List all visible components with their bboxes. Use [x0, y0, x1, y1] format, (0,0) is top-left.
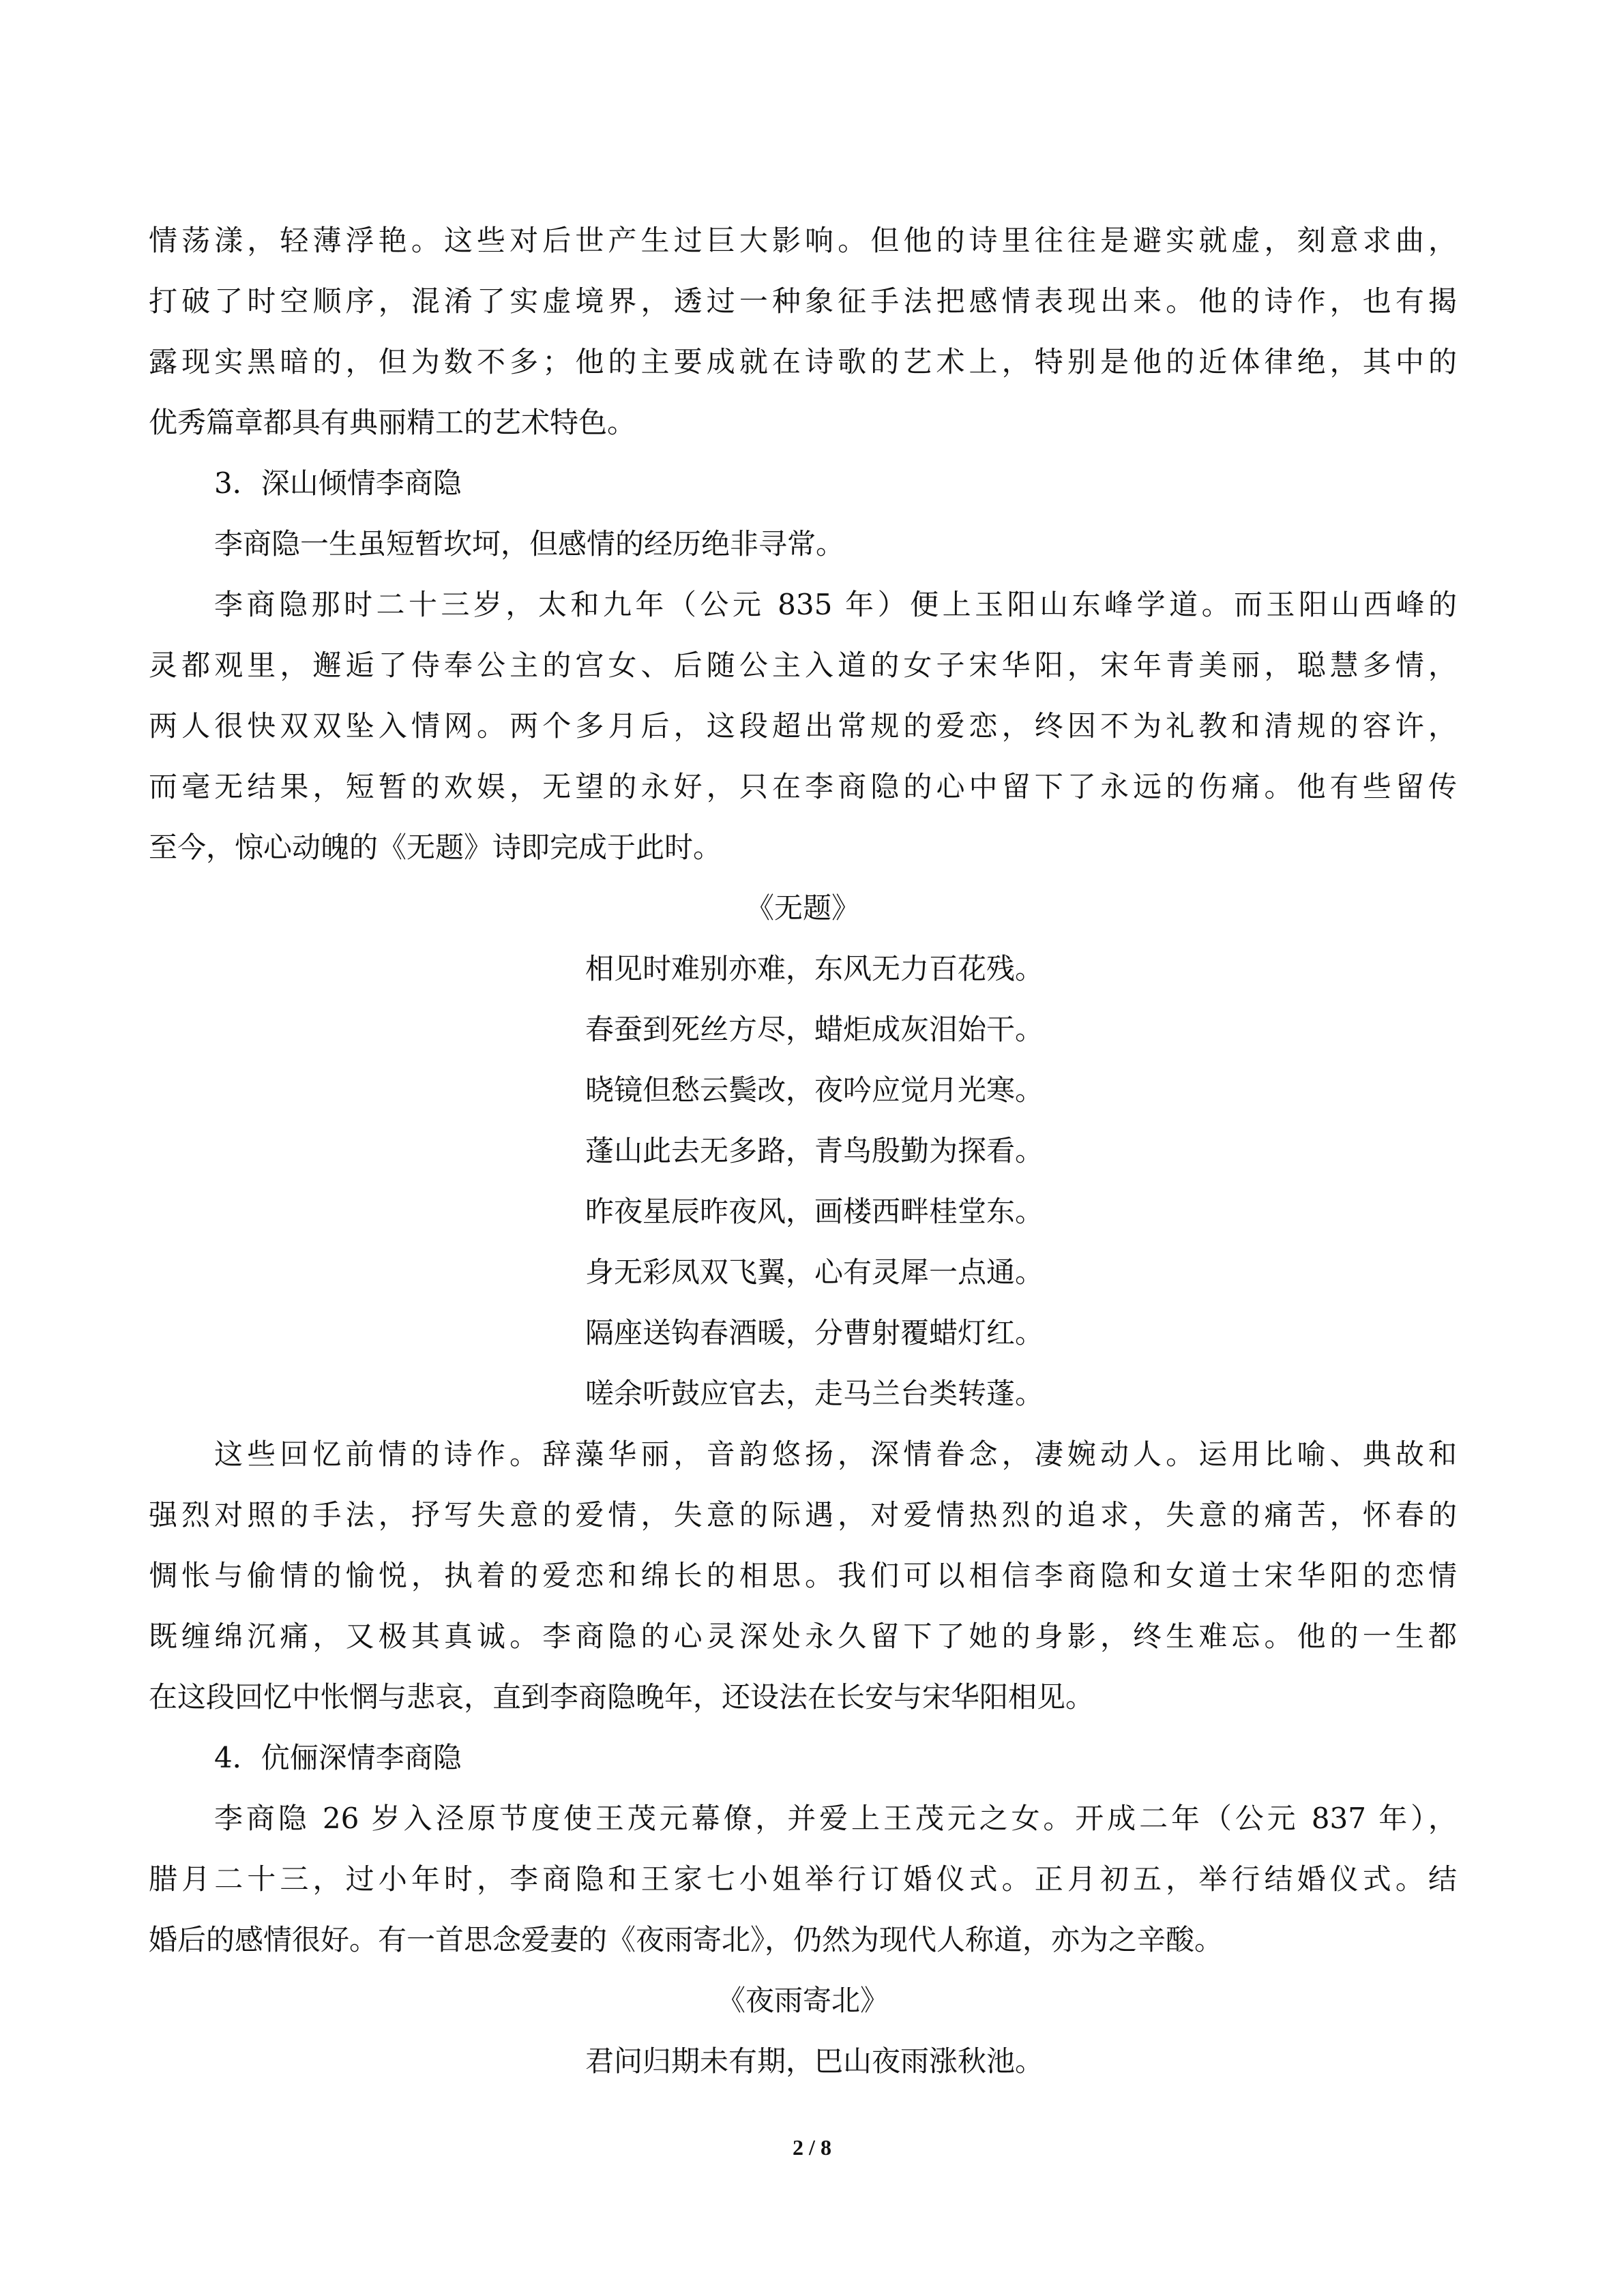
poem-yeyu-jibei: [149, 1970, 1457, 2091]
paragraph-intro: [149, 210, 1457, 453]
poem-line: 身无彩凤双飞翼，心有灵犀一点通。: [585, 1255, 1044, 1289]
text-line: 打破了时空顺序，混淆了实虚境界，透过一种象征手法把感情表现出来。他的诗作，也有揭: [149, 284, 1457, 318]
paragraph-song-huayang: [149, 574, 1457, 878]
paragraph-poem-analysis: [149, 1424, 1457, 1727]
poem-title: 《无题》: [745, 891, 860, 925]
text-line: 情荡漾，轻薄浮艳。这些对后世产生过巨大影响。但他的诗里往往是避实就虚，刻意求曲，: [149, 224, 1457, 257]
section-heading-4: 4．伉俪深情李商隐: [214, 1741, 462, 1774]
text-line: 惆怅与偷情的愉悦，执着的爱恋和绵长的相思。我们可以相信李商隐和女道士宋华阳的恋情: [149, 1559, 1457, 1592]
page-content: [149, 210, 1457, 2091]
text-line: 腊月二十三，过小年时，李商隐和王家七小姐举行订婚仪式。正月初五，举行结婚仪式。结: [149, 1862, 1457, 1896]
poem-title: 《夜雨寄北》: [716, 1984, 889, 2017]
text-line: 婚后的感情很好。有一首思念爱妻的《夜雨寄北》，仍然为现代人称道，亦为之辛酸。: [149, 1923, 1224, 1956]
paragraph-marriage: [149, 1788, 1457, 1970]
poem-line: 晓镜但愁云鬓改，夜吟应觉月光寒。: [585, 1073, 1044, 1107]
text-line: 李商隐那时二十三岁，太和九年（公元 835 年）便上玉阳山东峰学道。而玉阳山西峰的: [214, 588, 1457, 621]
text-line: 露现实黑暗的，但为数不多；他的主要成就在诗歌的艺术上，特别是他的近体律绝，其中的: [149, 345, 1457, 378]
poem-line: 春蚕到死丝方尽，蜡炬成灰泪始干。: [585, 1013, 1044, 1046]
page-number: 2 / 8: [793, 2135, 831, 2160]
poem-line: 君问归期未有期，巴山夜雨涨秋池。: [585, 2044, 1044, 2078]
poem-wuti: [149, 878, 1457, 1424]
text-line: 优秀篇章都具有典丽精工的艺术特色。: [149, 406, 636, 439]
text-line: 李商隐 26 岁入泾原节度使王茂元幕僚，并爱上王茂元之女。开成二年（公元 837 年），: [214, 1802, 1457, 1835]
text-line: 至今，惊心动魄的《无题》诗即完成于此时。: [149, 831, 722, 864]
text-line: 这些回忆前情的诗作。辞藻华丽，音韵悠扬，深情眷念，凄婉动人。运用比喻、典故和: [214, 1437, 1457, 1471]
text-line: 在这段回忆中怅惘与悲哀，直到李商隐晚年，还设法在长安与宋华阳相见。: [149, 1680, 1095, 1714]
text-line: 灵都观里，邂逅了侍奉公主的宫女、后随公主入道的女子宋华阳，宋年青美丽，聪慧多情，: [149, 648, 1457, 682]
text-line: 两人很快双双坠入情网。两个多月后，这段超出常规的爱恋，终因不为礼教和清规的容许，: [149, 709, 1457, 743]
section-heading-3: 3．深山倾情李商隐: [214, 466, 462, 500]
poem-line: 蓬山此去无多路，青鸟殷勤为探看。: [585, 1134, 1044, 1167]
poem-line: 昨夜星辰昨夜风，画楼西畔桂堂东。: [585, 1195, 1044, 1228]
text-line: 既缠绵沉痛，又极其真诚。李商隐的心灵深处永久留下了她的身影，终生难忘。他的一生都: [149, 1620, 1457, 1653]
text-line: 而毫无结果，短暂的欢娱，无望的永好，只在李商隐的心中留下了永远的伤痛。他有些留传: [149, 770, 1457, 803]
poem-line: 隔座送钩春酒暖，分曹射覆蜡灯红。: [585, 1316, 1044, 1350]
paragraph-life-summary: 李商隐一生虽短暂坎坷，但感情的经历绝非寻常。: [214, 527, 845, 561]
poem-line: 嗟余听鼓应官去，走马兰台类转蓬。: [585, 1377, 1044, 1410]
poem-line: 相见时难别亦难，东风无力百花残。: [585, 952, 1044, 985]
text-line: 强烈对照的手法，抒写失意的爱情，失意的际遇，对爱情热烈的追求，失意的痛苦，怀春的: [149, 1498, 1457, 1532]
